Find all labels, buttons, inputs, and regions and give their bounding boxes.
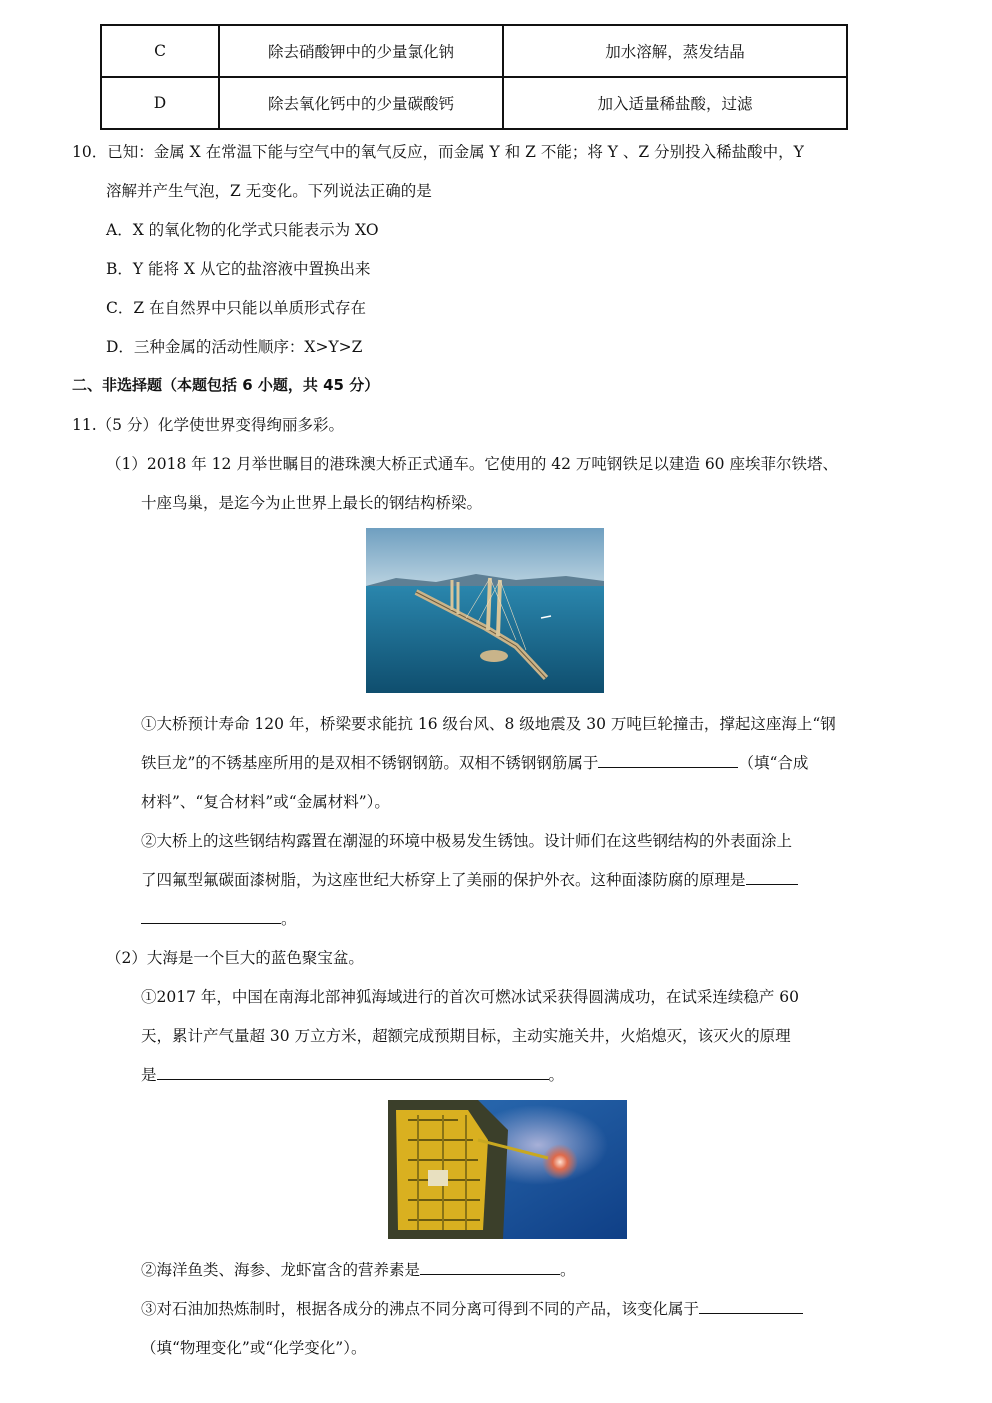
option-label: C xyxy=(101,25,219,77)
q11-part1-s2-line3 xyxy=(141,907,297,929)
q11-part1-s1-line2 xyxy=(141,751,808,773)
answer-blank[interactable] xyxy=(420,1259,560,1276)
option-purpose: 除去硝酸钾中的少量氯化钠 xyxy=(219,25,503,77)
q11-part1-s2-line1: ②大桥上的这些钢结构露置在潮湿的环境中极易发生锈蚀。设计师们在这些钢结构的外表面涂上 xyxy=(141,832,793,850)
q10-stem-line2: 溶解并产生气泡，Z 无变化。下列说法正确的是 xyxy=(106,182,432,200)
q10-option-b: B．Y 能将 X 从它的盐溶液中置换出来 xyxy=(106,260,371,278)
q11-part2-s1-line2: 天，累计产气量超 30 万立方米，超额完成预期目标，主动实施关井，火焰熄灭，该灭火的原理 xyxy=(141,1027,791,1045)
options-table xyxy=(100,24,848,130)
answer-blank[interactable] xyxy=(157,1064,549,1081)
q11-part1-s1-line1: ①大桥预计寿命 120 年，桥梁要求能抗 16 级台风、8 级地震及 30 万吨巨轮撞击，撑起这座海上“钢 xyxy=(141,715,836,733)
option-method: 加入适量稀盐酸，过滤 xyxy=(503,77,847,129)
table-row xyxy=(101,77,847,129)
sentence-end: 。 xyxy=(281,910,297,928)
q11-stem: 11.（5 分）化学使世界变得绚丽多彩。 xyxy=(72,416,344,434)
sentence-end: 。 xyxy=(560,1261,576,1279)
q11-part1-s2-text: 了四氟型氟碳面漆树脂，为这座世纪大桥穿上了美丽的保护外衣。这种面漆防腐的原理是 xyxy=(141,871,746,889)
q10-stem-line1: 10．已知：金属 X 在常温下能与空气中的氧气反应，而金属 Y 和 Z 不能；将 Y 、Z 分别投入稀盐酸中，Y xyxy=(72,143,804,161)
q11-part2-s3-line2: （填“物理变化”或“化学变化”）。 xyxy=(141,1339,367,1357)
q11-part1-s1-hint: （填“合成 xyxy=(738,754,809,772)
section-heading: 二、非选择题（本题包括 6 小题，共 45 分） xyxy=(72,376,380,394)
bridge-illustration xyxy=(366,528,604,693)
answer-blank[interactable] xyxy=(141,908,281,925)
option-purpose: 除去氧化钙中的少量碳酸钙 xyxy=(219,77,503,129)
q11-part2-s3-line1 xyxy=(141,1297,803,1319)
bridge-photo xyxy=(366,528,604,693)
q10-option-c: C．Z 在自然界中只能以单质形式存在 xyxy=(106,299,367,317)
option-method: 加水溶解，蒸发结晶 xyxy=(503,25,847,77)
q11-part2-s2 xyxy=(141,1258,576,1280)
answer-blank[interactable] xyxy=(598,752,738,769)
answer-blank[interactable] xyxy=(746,869,798,886)
sentence-end: 。 xyxy=(548,1066,565,1084)
q11-part2-s1-text: 是 xyxy=(141,1066,157,1084)
q11-part1-s2-line2 xyxy=(141,868,798,890)
answer-blank[interactable] xyxy=(699,1298,803,1315)
table-row xyxy=(101,25,847,77)
q10-option-d: D．三种金属的活动性顺序：X>Y>Z xyxy=(106,338,363,356)
option-label: D xyxy=(101,77,219,129)
q11-part2-s3-text: ③对石油加热炼制时，根据各成分的沸点不同分离可得到不同的产品，该变化属于 xyxy=(141,1300,700,1318)
q11-part2-s2-text: ②海洋鱼类、海参、龙虾富含的营养素是 xyxy=(141,1261,421,1279)
q11-part1-line2: 十座鸟巢，是迄今为止世界上最长的钢结构桥梁。 xyxy=(141,494,483,512)
q11-part2-line1: （2）大海是一个巨大的蓝色聚宝盆。 xyxy=(106,949,364,967)
q11-part2-s1-line1: ①2017 年，中国在南海北部神狐海域进行的首次可燃冰试采获得圆满成功，在试采连续稳产 60 xyxy=(141,988,800,1006)
platform-photo xyxy=(388,1100,627,1239)
q11-part1-s1-text: 铁巨龙”的不锈基座所用的是双相不锈钢钢筋。双相不锈钢钢筋属于 xyxy=(141,754,599,772)
q10-option-a: A．X 的氧化物的化学式只能表示为 XO xyxy=(106,221,379,239)
q11-part1-s1-line3: 材料”、“复合材料”或“金属材料”）。 xyxy=(141,793,390,811)
platform-illustration xyxy=(388,1100,627,1239)
q11-part2-s1-line3 xyxy=(141,1063,564,1085)
q11-part1-line1: （1）2018 年 12 月举世瞩目的港珠澳大桥正式通车。它使用的 42 万吨钢铁足以建造 60 座埃菲尔铁塔、 xyxy=(106,455,838,473)
